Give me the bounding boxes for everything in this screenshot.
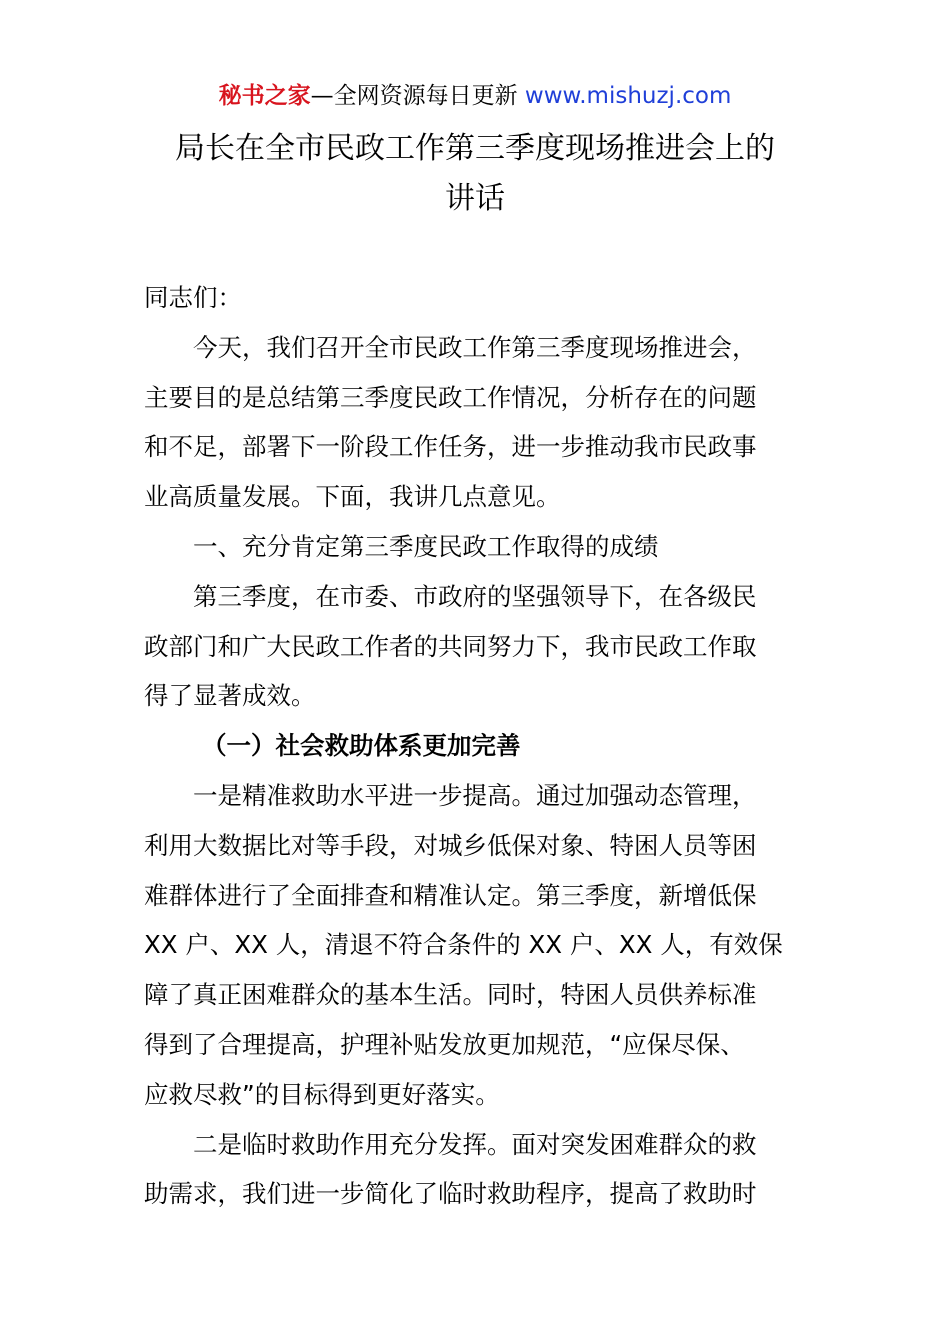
title-line-2: 讲话 [445,181,505,216]
subsection-heading-1: （一）社会救助体系更加完善 [202,731,521,761]
section-heading-1: 一、充分肯定第三季度民政工作取得的成绩 [193,531,659,561]
paragraph-3-line-4: XX 户、XX 人，清退不符合条件的 XX 户、XX 人，有效保 [144,930,783,960]
brand-name: 秘书之家 [218,83,311,109]
paragraph-1-line-3: 和不足，部署下一阶段工作任务，进一步推动我市民政事 [144,432,757,462]
header-tagline: —全网资源每日更新 [310,83,525,109]
paragraph-3-line-1: 一是精准救助水平进一步提高。通过加强动态管理， [193,780,757,810]
paragraph-3-line-7: 应救尽救”的目标得到更好落实。 [144,1079,500,1109]
paragraph-2-line-1: 第三季度，在市委、市政府的坚强领导下，在各级民 [193,581,757,611]
paragraph-3-line-5: 障了真正困难群众的基本生活。同时，特困人员供养标准 [144,980,757,1010]
paragraph-2-line-2: 政部门和广大民政工作者的共同努力下，我市民政工作取 [144,631,757,661]
paragraph-2-line-3: 得了显著成效。 [144,681,316,711]
paragraph-3-line-6: 得到了合理提高，护理补贴发放更加规范，“应保尽保、 [144,1029,745,1059]
document-title [100,124,850,224]
site-url[interactable]: www.mishuzj.com [524,83,732,109]
paragraph-1-line-2: 主要目的是总结第三季度民政工作情况，分析存在的问题 [144,382,757,412]
paragraph-4-line-1: 二是临时救助作用充分发挥。面对突发困难群众的救 [193,1129,757,1159]
document-body [144,273,806,1219]
paragraph-4-line-2: 助需求，我们进一步简化了临时救助程序，提高了救助时 [144,1179,757,1209]
site-header [0,80,950,112]
greeting: 同志们： [144,283,242,312]
paragraph-1-line-1: 今天，我们召开全市民政工作第三季度现场推进会， [193,332,757,362]
paragraph-3-line-3: 难群体进行了全面排查和精准认定。第三季度，新增低保 [144,880,757,910]
paragraph-3-line-2: 利用大数据比对等手段，对城乡低保对象、特困人员等困 [144,830,757,860]
paragraph-1-line-4: 业高质量发展。下面，我讲几点意见。 [144,482,561,512]
title-line-1: 局长在全市民政工作第三季度现场推进会上的 [175,131,775,166]
